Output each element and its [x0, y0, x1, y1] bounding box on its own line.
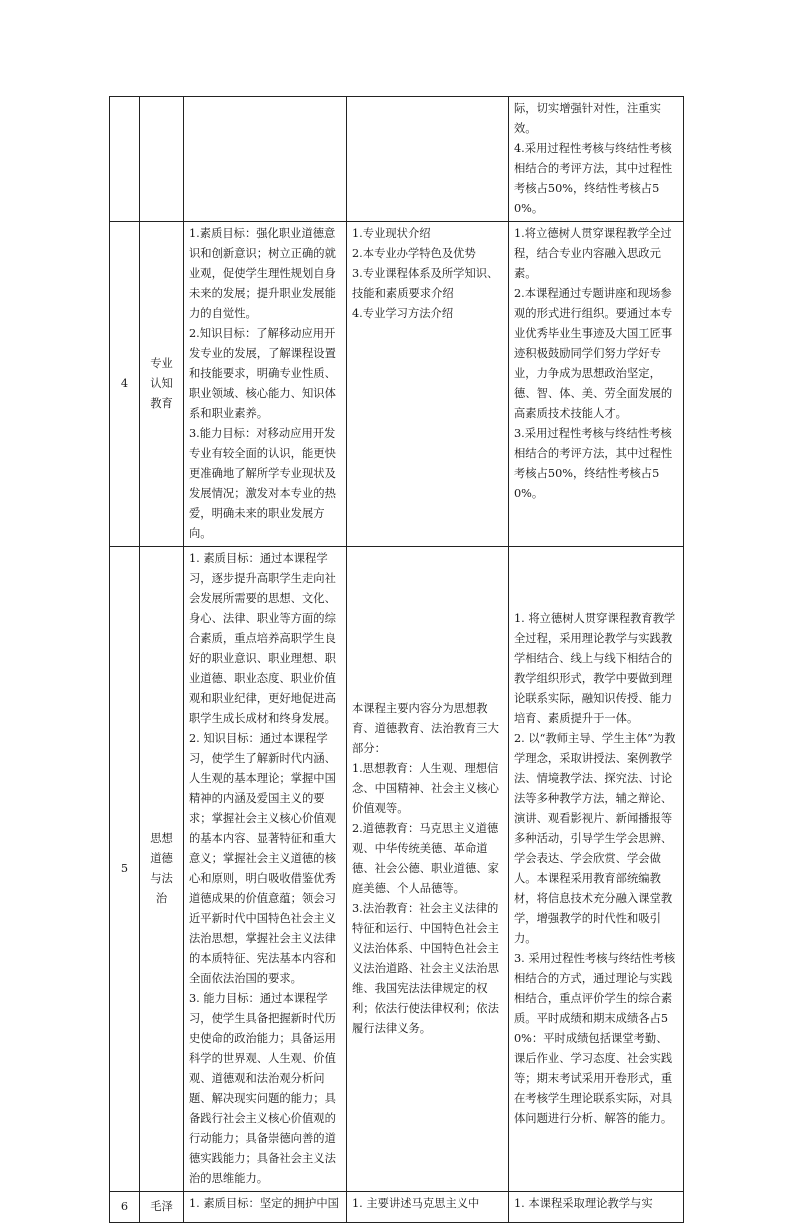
course-goals-cell [184, 222, 347, 547]
row-number: 4 [110, 222, 140, 547]
course-content-cell [347, 1192, 509, 1223]
table-row-course-5 [110, 547, 684, 1192]
requirement-item: 3.采用过程性考核与终结性考核相结合的考评方法，其中过程性考核占50%，终结性考核占50%。 [514, 427, 673, 500]
teaching-requirements-cell [509, 1192, 684, 1223]
content-item: 3.法治教育：社会主义法律的特征和运行、中国特色社会主义法治体系、中国特色社会主义法治道路、社会主义法治思维、我国宪法法律规定的权利；依法行使法律权利；依法履行法律义务。 [352, 902, 499, 1035]
table-row-course-6 [110, 1192, 684, 1223]
goal-item: 1.素质目标：强化职业道德意识和创新意识；树立正确的就业观，促使学生理性规划自身未来的发展；提升职业发展能力的自觉性。 [189, 227, 336, 320]
goal-item: 2.知识目标：了解移动应用开发专业的发展，了解课程设置和技能要求，明确专业性质、职业领域、核心能力、知识体系和职业素养。 [189, 327, 336, 420]
goal-item: 3.能力目标：对移动应用开发专业有较全面的认识，能更快更准确地了解所学专业现状及发展情况；激发对本专业的热爱，明确未来的职业发展方向。 [189, 427, 336, 540]
row-number: 6 [110, 1192, 140, 1223]
row-number [110, 97, 140, 222]
content-item: 2.道德教育：马克思主义道德观、中华传统美德、革命道德、社会公德、职业道德、家庭美德、个人品德等。 [352, 822, 499, 895]
goal-item: 2. 知识目标：通过本课程学习，使学生了解新时代内涵、人生观的基本理论；掌握中国精神的内涵及爱国主义的要求；掌握社会主义核心价值观的基本内容、显著特征和重大意义；掌握社会主义道德的核心和原则，明白吸收借鉴优秀道德成果的价值意蕴；领会习近平新时代中国特色社会主义法治思想，掌握社会主义法律的本质特征、宪法基本内容和全面依法治国的要求。 [189, 732, 336, 985]
requirement-item: 4.采用过程性考核与终结性考核相结合的考评方法，其中过程性考核占50%，终结性考核占50%。 [514, 142, 673, 215]
requirement-item: 2. 以“教师主导、学生主体”为教学理念，采取讲授法、案例教学法、情境教学法、探究法、讨论法等多种教学方法，辅之辩论、演讲、观看影视片、新闻播报等多种活动，引导学生学会思辨、学会表达、学会欣赏、学会做人。本课程采用教育部统编教材，将信息技术充分融入课堂教学，增强教学的时代性和吸引力。 [514, 732, 676, 945]
course-goals-cell [184, 1192, 347, 1223]
requirement-item: 2.本课程通过专题讲座和现场参观的形式进行组织。要通过本专业优秀毕业生事迹及大国工匠事迹积极鼓励同学们努力学好专业，力争成为思想政治坚定，德、智、体、美、劳全面发展的高素质技术技能人才。 [514, 287, 673, 420]
table-row-continued [110, 97, 684, 222]
row-number: 5 [110, 547, 140, 1192]
course-content-cell [347, 547, 509, 1192]
goal-item: 3. 能力目标：通过本课程学习，使学生具备把握新时代历史使命的政治能力；具备运用科学的世界观、人生观、价值观、道德观和法治观分析问题、解决现实问题的能力；具备践行社会主义核心价值观的行动能力；具备崇德向善的道德实践能力；具备社会主义法治的思维能力。 [189, 992, 336, 1185]
teaching-requirements-cell [509, 97, 684, 222]
content-item: 1.专业现状介绍 [352, 227, 431, 240]
course-content-cell [347, 97, 509, 222]
goal-item: 1. 素质目标：通过本课程学习，逐步提升高职学生走向社会发展所需要的思想、文化、身心、法律、职业等方面的综合素质，重点培养高职学生良好的职业意识、职业理想、职业道德、职业态度、职业价值观和职业纪律，更好地促进高职学生成长成材和终身发展。 [189, 552, 336, 725]
course-name: 专业认知教育 [140, 222, 184, 547]
requirement-item: 1. 将立德树人贯穿课程教育教学全过程，采用理论教学与实践教学相结合、线上与线下相结合的教学组织形式，教学中要做到理论联系实际，融知识传授、能力培育、素质提升于一体。 [514, 612, 676, 725]
content-item: 4.专业学习方法介绍 [352, 307, 454, 320]
content-item: 1.思想教育：人生观、理想信念、中国精神、社会主义核心价值观等。 [352, 762, 499, 815]
course-table [109, 96, 684, 1223]
teaching-requirements-cell [509, 547, 684, 1192]
course-name [140, 97, 184, 222]
content-item: 1. 主要讲述马克思主义中 [352, 1197, 480, 1210]
requirement-item: 1. 本课程采取理论教学与实 [514, 1197, 653, 1210]
course-goals-cell [184, 547, 347, 1192]
teaching-requirements-cell [509, 222, 684, 547]
goal-item: 1. 素质目标：坚定的拥护中国 [189, 1197, 339, 1210]
content-item: 3.专业课程体系及所学知识、技能和素质要求介绍 [352, 267, 499, 300]
requirement-item: 际，切实增强针对性，注重实效。 [514, 102, 661, 135]
content-item: 本课程主要内容分为思想教育、道德教育、法治教育三大部分： [352, 702, 499, 755]
course-goals-cell [184, 97, 347, 222]
course-name: 毛泽 [140, 1192, 184, 1223]
requirement-item: 1.将立德树人贯穿课程教学全过程，结合专业内容融入思政元素。 [514, 227, 672, 280]
course-name: 思想道德与法治 [140, 547, 184, 1192]
course-content-cell [347, 222, 509, 547]
requirement-item: 3. 采用过程性考核与终结性考核相结合的方式，通过理论与实践相结合，重点评价学生的综合素质。平时成绩和期末成绩各占50%：平时成绩包括课堂考勤、课后作业、学习态度、社会实践等；期末考试采用开卷形式，重在考核学生理论联系实际，对具体问题进行分析、解答的能力。 [514, 952, 676, 1125]
table-row-course-4 [110, 222, 684, 547]
content-item: 2.本专业办学特色及优势 [352, 247, 476, 260]
